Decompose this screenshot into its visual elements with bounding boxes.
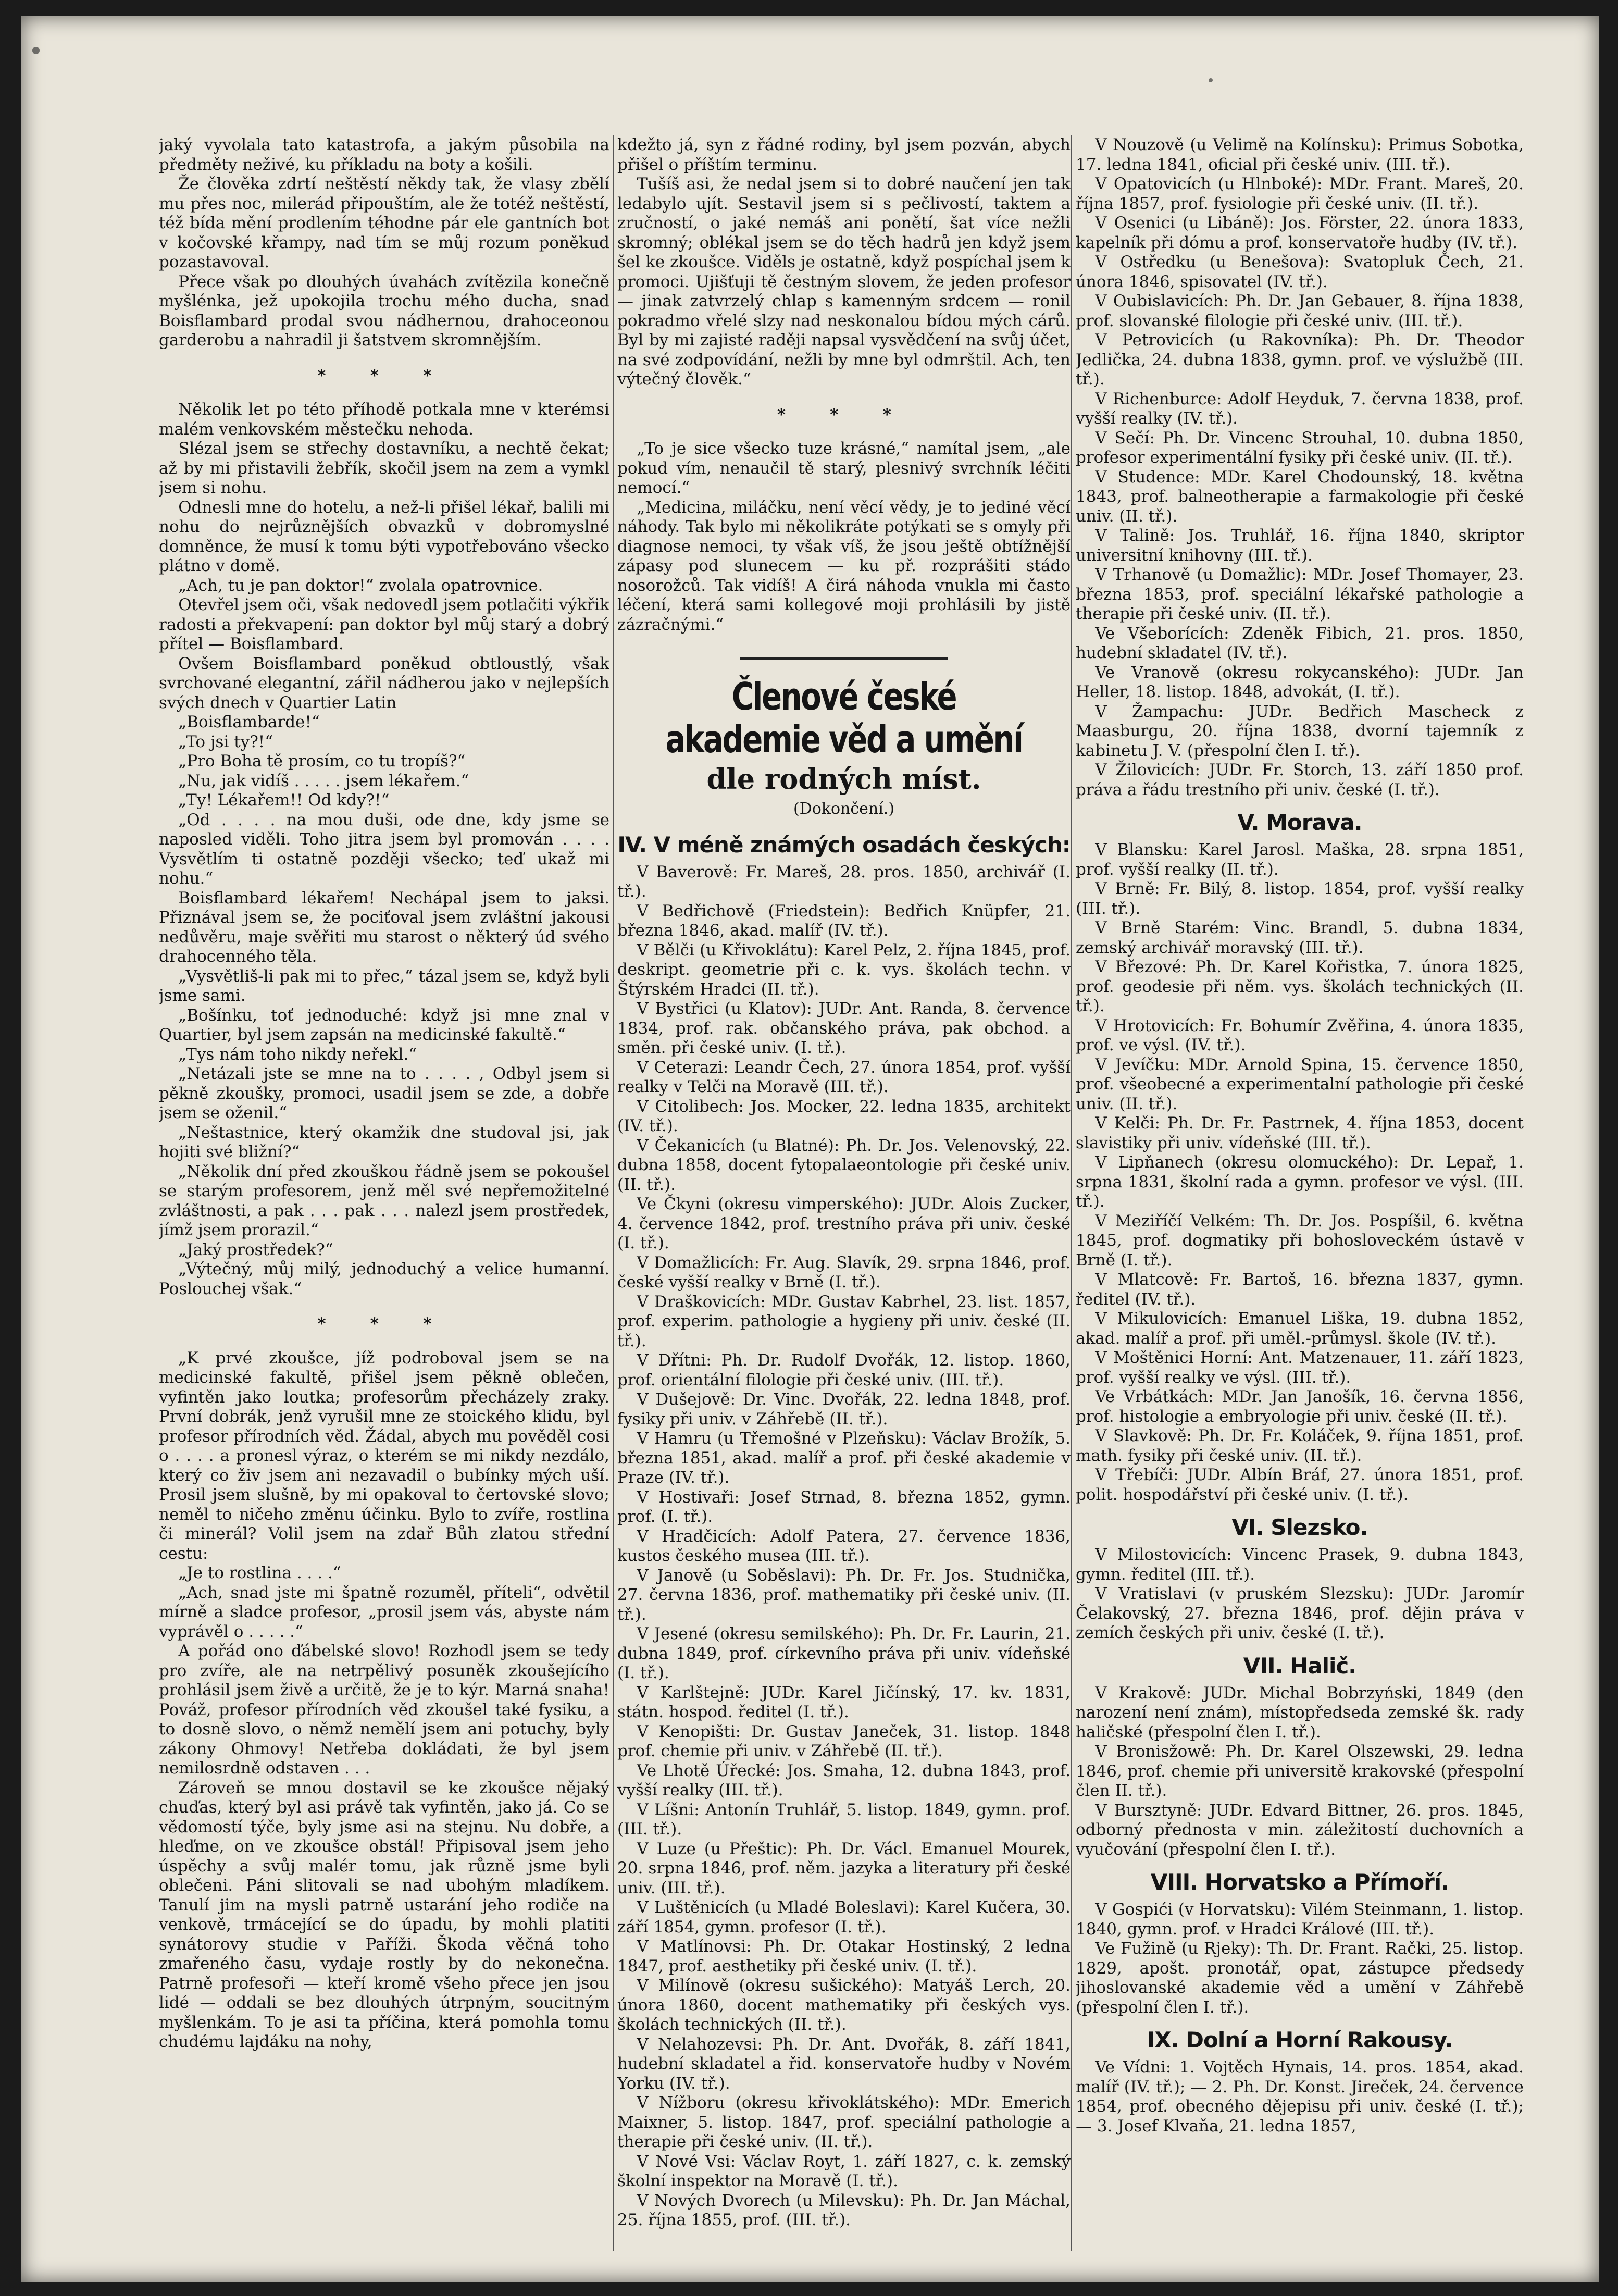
member-entry: V Brně: Fr. Bilý, 8. listop. 1854, prof. vyšší realky (III. tř.). [1076,879,1524,918]
dialogue-line: „Výtečný, můj milý, jednoduchý a velice humanní. Poslouchej však.“ [159,1260,609,1298]
member-entry: V Bedřichově (Friedstein): Bedřich Knüpfer, 21. března 1846, akad. malíř (IV. tř.). [617,901,1071,940]
member-entry: Ve Lhotě Úřecké: Jos. Smaha, 12. dubna 1843, prof. vyšší realky (III. tř.). [617,1761,1071,1799]
member-entry: V Meziříčí Velkém: Th. Dr. Jos. Pospíšil, 6. května 1845, prof. dogmatiky při bohosloveckém ústavě v Brně (I. tř.). [1076,1211,1524,1270]
article-subheadline: dle rodných míst. [706,762,981,796]
member-entry: V Janově (u Soběslavi): Ph. Dr. Fr. Jos. Studnička, 27. června 1836, prof. mathematiky při české univ. (II. tř.). [617,1566,1071,1624]
member-entry: Ve Vídni: 1. Vojtěch Hynais, 14. pros. 1854, akad. malíř (IV. tř.); — 2. Ph. Dr. Konst. Jireček, 24. července 1854, prof. obecného dějepisu při univ. české (I. tř.); — 3. Josef Klvaňa, 21. ledna 1857, [1076,2058,1524,2136]
member-entry: V Nížboru (okresu křivoklátského): MDr. Emerich Maixner, 5. listop. 1847, prof. speciální pathologie a therapie při české univ. (II. tř.). [617,2093,1071,2151]
story-paragraph: Že člověka zdrtí neštěstí někdy tak, že vlasy zbělí mu přes noc, milerád připouštím, ale že totéž neštěstí, též bída mění prodlením téhodne pár ele gantních bot v kočovské křampy, nad tím se můj rozum poněkud pozastavoval. [159,175,609,271]
section-heading-viii: VIII. Horvatsko a Přímoří. [1150,1869,1449,1895]
member-list-slezsko [1076,1545,1524,1643]
dialogue-line: „To je sice všecko tuze krásné,“ namítal jsem, „ale pokud vím, nenaučil tě starý, plesnivý svrchník léčiti nemocí.“ [617,439,1071,497]
member-list-morava [1076,840,1524,1505]
section-heading-vi: VI. Slezsko. [1231,1515,1368,1540]
member-entry: Ve Čkyni (okresu vimperského): JUDr. Alois Zucker, 4. července 1842, prof. trestního práva při univ. české (I. tř.). [617,1195,1071,1252]
member-entry: V Petrovicích (u Rakovníka): Ph. Dr. Theodor Jedlička, 24. dubna 1838, gymn. prof. ve výslužbě (III. tř.). [1076,331,1524,389]
member-entry: Ve Vranově (okresu rokycanského): JUDr. Jan Heller, 18. listop. 1848, advokát, (I. tř.). [1076,663,1524,701]
member-entry: V Osenici (u Libáně): Jos. Förster, 22. února 1833, kapelník při dómu a prof. konservatoře hudby (IV. tř.). [1076,214,1524,252]
article-separator [740,657,948,660]
column-middle [617,135,1071,2261]
member-entry: V Brně Starém: Vinc. Brandl, 5. dubna 1834, zemský archivář moravský (III. tř.). [1076,919,1524,957]
story-paragraph: Zároveň se mnou dostavil se ke zkoušce nějaký chuďas, který byl asi právě tak vyfintěn, jako já. Co se vědomostí týče, byly jsme asi na stejnu. Nu dobře, a hleďme, on ve zkoušce obstál! Připisoval jsem jeho úspěchy a svůj malér tomu, jak různě jsme byli oblečeni. Páni slitovali se nad ubohým mladíkem. Tanulí jim na mysli patrně ustarání jeho rodiče na venkově, trmácející se do úpadu, by mohli platiti synátorovy studie v Paříži. Škoda věčná toho zmařeného času, vydaje rostly by do nekonečna. Patrně profesoři — kteří kromě všeho přece jen jsou lidé — oddali se bez dlouhých útrpným, soucitným myšlenkám. To je asi ta příčina, která pomohla tomu chudému lajdáku na nohy, [159,1778,609,2051]
member-entry: V Gospići (v Horvatsku): Vilém Steinmann, 1. listop. 1840, gymn. prof. v Hradci Králové (III. tř.). [1076,1900,1524,1939]
article-headline: Členové české akademie věd a umění [665,675,1023,761]
member-list-halic [1076,1684,1524,1860]
section-stars: * * * [317,1314,451,1333]
dialogue-line: „Několik dní před zkouškou řádně jsem se pokoušel se starým profesorem, jenž měl své nepřemožitelné zvláštnosti, a pak . . . pak . . . nalezl jsem prostředek, jímž jsem prorazil.“ [159,1162,609,1239]
member-entry: Ve Vrbátkách: MDr. Jan Janošík, 16. června 1856, prof. histologie a embryologie při univ. české (II. tř.). [1076,1387,1524,1426]
section-heading-iv: IV. V méně známých osadách českých: [617,831,1071,858]
member-entry: V Opatovicích (u Hlnboké): MDr. Frant. Mareš, 20. října 1857, prof. fysiologie při české univ. (II. tř.). [1076,175,1524,213]
story-paragraph: jaký vyvolala tato katastrofa, a jakým působila na předměty neživé, ku příkladu na boty a košili. [159,135,609,174]
dialogue-line: „Jaký prostředek?“ [178,1240,333,1259]
column-story-left [159,135,609,2261]
member-entry: V Oubislavicích: Ph. Dr. Jan Gebauer, 8. října 1838, prof. slovanské filologie při české univ. (III. tř.). [1076,292,1524,330]
story-paragraph: Slézal jsem se střechy dostavníku, a nechtě čekat; až by mi přistavili žebřík, skočil jsem na zem a vymkl jsem si nohu. [159,439,609,497]
dialogue-line: „Je to rostlina . . . .“ [178,1563,341,1582]
member-entry: Ve Všeborících: Zdeněk Fibich, 21. pros. 1850, hudební skladatel (IV. tř.). [1076,624,1524,662]
page-speck [32,47,40,54]
column-rule [613,135,614,2251]
member-entry: V Kenopišti: Dr. Gustav Janeček, 31. listop. 1848 prof. chemie při univ. v Záhřebě (II. tř.). [617,1722,1071,1760]
member-entry: V Mlatcově: Fr. Bartoš, 16. března 1837, gymn. ředitel (IV. tř.). [1076,1270,1524,1309]
dialogue-line: „Ty! Lékařem!! Od kdy?!“ [178,791,390,810]
member-entry: V Třebíči: JUDr. Albín Bráf, 27. února 1851, prof. polit. hospodářství při české univ. (I. tř.). [1076,1466,1524,1504]
member-entry: V Milostovicích: Vincenc Prasek, 9. dubna 1843, gymn. ředitel (III. tř.). [1076,1545,1524,1584]
member-entry: V Mikulovicích: Emanuel Liška, 19. dubna 1852, akad. malíř a prof. při uměl.-průmysl. škole (IV. tř.). [1076,1309,1524,1348]
member-entry: V Bursztyně: JUDr. Edvard Bittner, 26. pros. 1845, odborný přednosta v min. záležitostí duchovních a vyučování (přespolní člen I. tř.). [1076,1801,1524,1859]
member-entry: V Trhanově (u Domažlic): MDr. Josef Thomayer, 23. března 1853, prof. speciální lékařské pathologie a therapie při české univ. (II. tř.). [1076,565,1524,623]
story-paragraph: Boisflambard lékařem! Nechápal jsem to jaksi. Přiznával jsem se, že pociťoval jsem zvláštní jakousi nedůvěru, maje svěřiti mu starost o některý úd svého drahocenného těla. [159,888,609,966]
story-paragraph: kdežto já, syn z řádné rodiny, byl jsem pozván, abych přišel o příštím terminu. [617,135,1071,174]
member-list-rakousy [1076,2058,1524,2136]
member-entry: V Hrotovicích: Fr. Bohumír Zvěřina, 4. února 1835, prof. ve výsl. (IV. tř.). [1076,1016,1524,1054]
member-entry: V Žilovicích: JUDr. Fr. Storch, 13. září 1850 prof. práva a řádu trestního při univ. české (I. tř.). [1076,761,1524,799]
dialogue-line: „Tys nám toho nikdy neřekl.“ [178,1045,417,1064]
member-entry: V Lipňanech (okresu olomuckého): Dr. Lepař, 1. srpna 1831, školní rada a gymn. profesor ve výsl. (III. tř.). [1076,1153,1524,1211]
member-entry: V Luze (u Přeštic): Ph. Dr. Václ. Emanuel Mourek, 20. srpna 1846, prof. něm. jazyka a literatury při české univ. (III. tř.). [617,1839,1071,1897]
member-entry: V Nouzově (u Velimě na Kolínsku): Primus Sobotka, 17. ledna 1841, oficial při české univ. (III. tř.). [1076,135,1524,174]
story-paragraph: „K prvé zkoušce, jíž podroboval jsem se na medicinské fakultě, přišel jsem pěkně oblečen, vyfintěn jako loutka; profesorům přecházely zraky. První dobrák, jenž vyrušil mne ze stoického klidu, byl profesor přírodních věd. Žádal, abych mu pověděl cosi o . . . . a pronesl výraz, o kterém se mi nikdy nezdálo, který co živ jsem ani nezavadil o bubínky mých uší. Prosil jsem slušně, by mi opakoval to čertovské slovo; neměl to ničeho změnu účinku. Bylo to zvíře, rostlina či minerál? Volil jsem na zdař Bůh zlatou střední cestu: [159,1348,609,1563]
member-entry: V Jevíčku: MDr. Arnold Spina, 15. července 1850, prof. všeobecné a experimentalní pathologie při české univ. (II. tř.). [1076,1055,1524,1113]
member-entry: V Hradčicích: Adolf Patera, 27. července 1836, kustos českého musea (III. tř.). [617,1526,1071,1565]
member-entry: V Draškovicích: MDr. Gustav Kabrhel, 23. list. 1857, prof. experim. pathologie a hygieny při univ. české (II. tř.). [617,1292,1071,1350]
dialogue-line: „Neštastnice, který okamžik dne studoval jsi, jak hojiti své bližní?“ [159,1123,609,1161]
member-entry: V Sečí: Ph. Dr. Vincenc Strouhal, 10. dubna 1850, profesor experimentální fysiky při české univ. (II. tř.). [1076,428,1524,467]
member-entry: V Citolibech: Jos. Mocker, 22. ledna 1835, architekt (IV. tř.). [617,1097,1071,1135]
member-entry: V Luštěnicích (u Mladé Boleslavi): Karel Kučera, 30. září 1854, gymn. profesor (I. tř.). [617,1898,1071,1937]
member-entry: V Dřítni: Ph. Dr. Rudolf Dvořák, 12. listop. 1860, prof. orientální filologie při české univ. (III. tř.). [617,1351,1071,1389]
member-entry: V Jesené (okresu semilského): Ph. Dr. Fr. Laurin, 21. dubna 1849, prof. církevního práva při univ. vídeňské (I. tř.). [617,1624,1071,1682]
page-speck [1209,78,1213,82]
member-entry: V Ostředku (u Benešova): Svatopluk Čech, 21. února 1846, spisovatel (IV. tř.). [1076,253,1524,291]
dialogue-line: „Ach, snad jste mi špatně rozuměl, příteli“, odvětil mírně a sladce profesor, „prosil jsem vás, abyste nám vyprávěl o . . . . .“ [159,1583,609,1641]
member-entry: V Domažlicích: Fr. Aug. Slavík, 29. srpna 1846, prof. české vyšší realky v Brně (I. tř.). [617,1253,1071,1292]
member-entry: V Vratislavi (v pruském Slezsku): JUDr. Jaromír Čelakovský, 27. března 1846, prof. dějin práva v zemích českých při univ. české (I. tř.). [1076,1584,1524,1642]
member-entry: V Líšni: Antonín Truhlář, 5. listop. 1849, gymn. prof. (III. tř.). [617,1800,1071,1839]
member-entry: V Čekanicích (u Blatné): Ph. Dr. Jos. Velenovský, 22. dubna 1858, docent fytopalaeontologie při české univ. (II. tř.). [617,1136,1071,1194]
newspaper-page [21,16,1599,2282]
member-entry: V Baverově: Fr. Mareš, 28. pros. 1850, archivář (I. tř.). [617,862,1071,901]
member-entry: V Studence: MDr. Karel Chodounský, 18. května 1843, prof. balneotherapie a farmakologie při české univ. (II. tř.). [1076,467,1524,526]
dialogue-line: „Nu, jak vidíš . . . . . jsem lékařem.“ [178,771,469,790]
story-paragraph: Ovšem Boisflambard poněkud obtloustlý, však svrchované elegantní, zářil nádherou jako v nejlepších svých dnech v Quartier Latin [159,654,609,712]
story-paragraph: „Medicina, miláčku, není věcí vědy, je to jediné věcí náhody. Tak bylo mi několikráte potýkati se s omyly při diagnose nemoci, ty však víš, že jsou ještě obtížnější zápasy pod slunecem — ku př. rozprášiti stádo nosorožců. Tak vidíš! A čirá náhoda vnukla mi často léčení, která sami kollegové moji prohlásili by jistě zázračnými.“ [617,498,1071,634]
member-entry: V Nových Dvorech (u Milevsku): Ph. Dr. Jan Máchal, 25. října 1855, prof. (III. tř.). [617,2191,1071,2229]
member-entry: Ve Fužině (u Rjeky): Th. Dr. Frant. Rački, 25. listop. 1829, apošt. pronotář, opat, zástupce předsedy jihoslovanské akademie věd a umění v Záhřebě (přespolní člen I. tř.). [1076,1939,1524,2017]
member-entry: V Slavkově: Ph. Dr. Fr. Koláček, 9. října 1851, prof. math. fysiky při české univ. (II. tř.). [1076,1426,1524,1465]
member-entry: V Moštěnici Horní: Ant. Matzenauer, 11. září 1823, prof. vyšší realky ve výsl. (III. tř.). [1076,1348,1524,1387]
member-entry: V Blansku: Karel Jarosl. Maška, 28. srpna 1851, prof. vyšší realky (II. tř.). [1076,840,1524,879]
member-list-iv [617,863,1071,2230]
story-paragraph: A pořád ono ďábelské slovo! Rozhodl jsem se tedy pro zvíře, ale na netrpělivý posuněk zkoušejícího prohlásil jsem živě a určitě, že je to kýr. Marná snaha! Pováž, profesor přírodních věd zkoušel také fysiku, a to dosně slovo, o němž nemělí jsem ani potuchy, byly zákony Ohmovy! Netřeba dokládati, že byl jsem nemilosrdně odstaven . . . [159,1642,609,1778]
member-entry: V Bělči (u Křivoklátu): Karel Pelz, 2. října 1845, prof. deskript. geometrie při c. k. vys. školách techn. v Štýrském Hradci (II. tř.). [617,940,1071,999]
member-entry: V Kelči: Ph. Dr. Fr. Pastrnek, 4. října 1853, docent slavistiky při univ. vídeňské (III. tř.). [1076,1114,1524,1152]
story-paragraph: Tušíš asi, že nedal jsem si to dobré naučení jen tak ledabylo ujít. Sestavil jsem si s pečlivostí, taktem a zručností, o jaké nemáš ani ponětí, šat více nežli skromný; oblékal jsem se do těch hadrů jen když jsem šel ke zkoušce. Viděls je ostatně, když pospíchal jsem k promoci. Ujišťuji tě čestným slovem, že jeden profesor — jinak zatvrzelý chlap s kamenným srdcem — ronil pokradmo vřelé slzy nad neskonalou bídou mých cárů. Byl by mi zajisté raději napsal vysvědčení na svůj účet, na své zodpovídání, nežli by mne byl odmrštil. Ach, ten výtečný člověk.“ [617,175,1071,389]
dialogue-line: „Bošínku, toť jednoduché: když jsi mne znal v Quartier, byl jsem zapsán na medicinské fakultě.“ [159,1006,609,1044]
dialogue-line: „Netázali jste se mne na to . . . . , Odbyl jsem si pěkně zkoušky, promoci, usadil jsem se zde, a dobře jsem se oženil.“ [159,1064,609,1122]
member-entry: V Karlštejně: JUDr. Karel Jičínský, 17. kv. 1831, státn. hospod. ředitel (I. tř.). [617,1683,1071,1721]
member-list-iv-cont [1076,135,1524,800]
member-entry: V Dušejově: Dr. Vinc. Dvořák, 22. ledna 1848, prof. fysiky při univ. v Záhřebě (II. tř.). [617,1390,1071,1429]
member-entry: V Nelahozevsi: Ph. Dr. Ant. Dvořák, 8. září 1841, hudební skladatel a řid. konservatoře hudby v Novém Yorku (IV. tř.). [617,2034,1071,2093]
continued-note: (Dokončení.) [793,800,895,818]
member-entry: V Březové: Ph. Dr. Karel Kořistka, 7. února 1825, prof. geodesie při něm. vys. školách technických (II. tř.). [1076,958,1524,1015]
member-entry: V Nové Vsi: Václav Royt, 1. září 1827, c. k. zemský školní inspektor na Moravě (I. tř.). [617,2152,1071,2190]
story-paragraph: Několik let po této příhodě potkala mne v kterémsi malém venkovském městečku nehoda. [159,400,609,439]
member-entry: V Matlínovsi: Ph. Dr. Otakar Hostinský, 2 ledna 1847, prof. aesthetiky při české univ. (I. tř.). [617,1937,1071,1976]
dialogue-line: „Pro Boha tě prosím, co tu tropíš?“ [178,752,466,771]
member-entry: V Bystřici (u Klatov): JUDr. Ant. Randa, 8. července 1834, prof. rak. občanského práva, pak obchod. a směn. při české univ. (I. tř.). [617,999,1071,1057]
dialogue-line: „Boisflambarde!“ [178,713,320,731]
section-stars: * * * [777,405,911,424]
member-entry: V Ceterazi: Leandr Čech, 27. února 1854, prof. vyšší realky v Telči na Moravě (III. tř.). [617,1058,1071,1096]
member-entry: V Hostivaři: Josef Strnad, 8. března 1852, gymn. prof. (I. tř.). [617,1487,1071,1526]
member-list-horvatsko [1076,1900,1524,2017]
story-paragraph: Otevřel jsem oči, však nedovedl jsem potlačiti výkřik radosti a překvapení: pan doktor byl můj starý a dobrý přítel — Boisflambard. [159,595,609,653]
story-paragraph: „Ach, tu je pan doktor!“ zvolala opatrovnice. [178,576,543,595]
member-entry: V Hamru (u Třemošné v Plzeňsku): Václav Brožík, 5. března 1851, akad. malíř a prof. při české akademie v Praze (IV. tř.). [617,1429,1071,1487]
section-heading-ix: IX. Dolní a Horní Rakousy. [1147,2027,1453,2053]
story-paragraph: Odnesli mne do hotelu, a než-li přišel lékař, balili mi nohu do nejrůznějších obvazků v dobromyslné domněnce, že musí k tomu býti vypotřebováno všecko plátno v domě. [159,498,609,575]
dialogue-line: „Vysvětliš-li pak mi to přec,“ tázal jsem se, když byli jsme sami. [159,966,609,1005]
member-entry: V Krakově: JUDr. Michal Bobrzyński, 1849 (den narození není znám), místopředseda zemské šk. rady haličské (přespolní člen I. tř.). [1076,1683,1524,1742]
column-right [1076,135,1524,2261]
member-entry: V Talině: Jos. Truhlář, 16. října 1840, skriptor universitní knihovny (III. tř.). [1076,526,1524,565]
column-rule [1071,135,1072,2251]
member-entry: V Bronisžowě: Ph. Dr. Karel Olszewski, 29. ledna 1846, prof. chemie při universitě krakovské (přespolní člen II. tř.). [1076,1742,1524,1800]
member-entry: V Richenburce: Adolf Heyduk, 7. června 1838, prof. vyšší realky (IV. tř.). [1076,389,1524,428]
section-heading-v: V. Morava. [1237,810,1362,835]
dialogue-line: „Od . . . . na mou duši, ode dne, kdy jsme se naposled viděli. Toho jitra jsem byl promován . . . . Vysvětlím ti ostatně později všecko; teď ukaž mi nohu.“ [159,810,609,888]
dialogue-line: „To jsi ty?!“ [178,732,273,751]
section-stars: * * * [317,366,451,385]
story-paragraph: Přece však po dlouhých úvahách zvítězila konečně myšlénka, jež upokojila trochu mého ducha, snad Boisflambard prodal svou nádhernou, drahoceonou garderobu a nahradil ji šatstvem skromnějším. [159,272,609,350]
member-entry: V Milínově (okresu sušického): Matyáš Lerch, 20. února 1860, docent mathematiky při českých vys. školách technických (II. tř.). [617,1976,1071,2034]
section-heading-vii: VII. Halič. [1243,1653,1356,1679]
member-entry: V Žampachu: JUDr. Bedřich Mascheck z Maasburgu, 20. října 1838, dvorní tajemník z kabinetu J. V. (přespolní člen I. tř.). [1076,702,1524,760]
